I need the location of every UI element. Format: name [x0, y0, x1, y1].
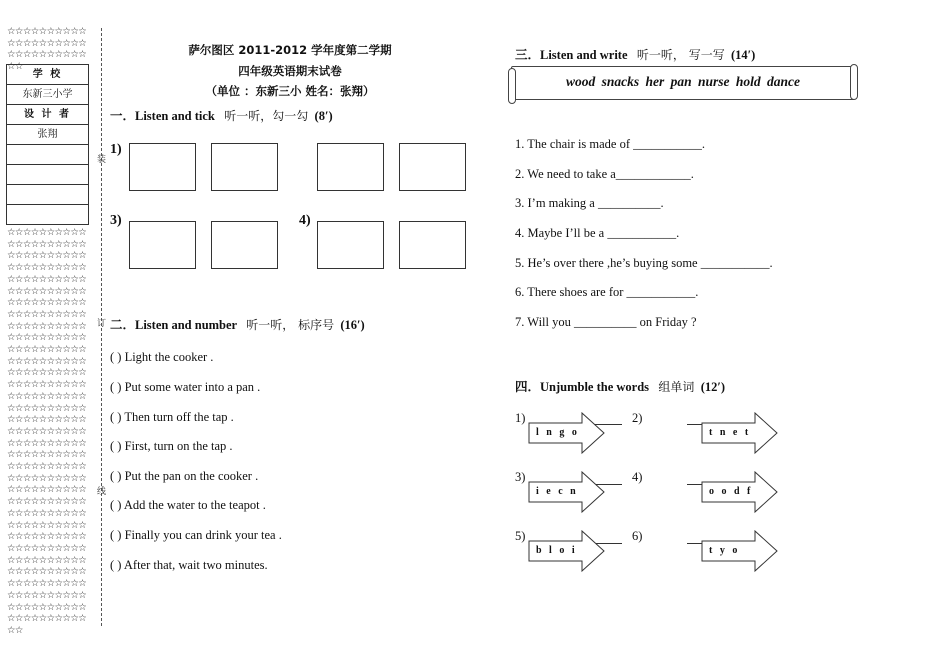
unjumble-label: 2) [632, 411, 643, 425]
unjumble-label: 4) [632, 470, 643, 484]
section1-cn: 听一听，勾一勾 [224, 109, 309, 123]
order-item[interactable]: ( ) Put some water into a pan . [110, 380, 261, 394]
order-item[interactable]: ( ) Add the water to the teapot . [110, 498, 266, 512]
blank-row [7, 185, 88, 205]
jumbled-letters: o o d f [709, 486, 752, 497]
section1-heading [110, 106, 333, 124]
unjumble-label: 1) [515, 411, 526, 425]
unjumble-label: 3) [515, 470, 526, 484]
jumbled-letters: b l o i [536, 545, 576, 556]
word-bank-scroll [511, 66, 855, 100]
blank-row [7, 205, 88, 224]
picture-box[interactable] [211, 143, 278, 191]
decorative-stars-bottom: ☆☆☆☆☆☆☆☆☆☆☆☆☆☆☆☆☆☆☆☆☆☆☆☆☆☆☆☆☆☆☆☆☆☆☆☆☆☆☆☆☆☆☆☆☆☆☆☆☆☆☆☆☆☆☆☆☆☆☆☆☆☆☆☆☆☆☆☆☆☆☆☆☆☆☆☆☆☆☆☆☆☆☆☆☆☆☆☆☆☆☆☆☆☆☆☆☆☆☆☆☆☆☆☆☆☆☆☆☆☆☆☆☆☆☆☆☆☆☆☆☆☆☆☆☆☆☆☆☆☆☆☆☆☆☆☆☆☆☆☆☆☆☆☆☆☆☆☆☆☆☆☆☆☆☆☆☆☆☆☆☆☆☆☆☆☆☆☆☆☆☆☆☆☆☆☆☆☆☆☆☆☆☆☆☆☆☆☆☆☆☆☆☆☆☆☆☆☆☆☆☆☆☆☆☆☆☆☆☆☆☆☆☆☆☆☆☆☆☆☆☆☆☆☆☆☆☆☆☆☆☆☆☆☆☆☆☆☆☆☆☆☆☆☆☆☆☆☆☆☆☆☆☆☆☆☆☆☆☆☆☆☆☆☆☆☆☆☆☆☆☆☆☆☆☆☆☆☆☆☆☆☆☆☆☆☆☆☆☆☆☆☆☆☆☆☆☆☆☆☆☆☆☆☆☆☆☆☆☆☆☆☆☆☆☆☆☆☆☆☆☆☆☆☆☆☆☆☆☆☆☆☆☆☆☆☆☆☆☆☆☆☆ [7, 227, 87, 636]
section4-cn: 组单词 [658, 380, 695, 394]
section3-heading [515, 45, 755, 63]
exam-unit: （单位 ：东新三小 姓名：张翔） [205, 84, 375, 98]
fill-blank-item[interactable]: 6. There shoes are for ___________. [515, 285, 699, 299]
section2-title: 二．Listen and number [110, 318, 237, 332]
arrow-shape [701, 530, 781, 574]
section3-cn: 听一听， 写一写 [636, 48, 725, 62]
arrow-shape [701, 471, 781, 515]
picture-box[interactable] [129, 143, 196, 191]
order-item[interactable]: ( ) Finally you can drink your tea . [110, 528, 282, 542]
order-item[interactable]: ( ) Light the cooker . [110, 350, 214, 364]
order-item[interactable]: ( ) Put the pan on the cooker . [110, 469, 259, 483]
fill-blank-item[interactable]: 4. Maybe I’ll be a ___________. [515, 226, 680, 240]
unjumble-label: 5) [515, 529, 526, 543]
section2-cn: 听一听， 标序号 [246, 318, 335, 332]
order-item[interactable]: ( ) After that, wait two minutes. [110, 558, 268, 572]
decorative-stars-top: ☆☆☆☆☆☆☆☆☆☆☆☆☆☆☆☆☆☆☆☆☆☆☆☆☆☆☆☆☆☆☆☆ [7, 26, 87, 73]
section4-score: (12′) [700, 380, 726, 394]
section2-score: (16′) [340, 318, 365, 332]
blank-row [7, 165, 88, 185]
row-label: 4) [299, 213, 311, 228]
jumbled-letters: i e c n [536, 486, 577, 497]
binding-label: 线 [97, 487, 107, 497]
arrow-shape [701, 412, 781, 456]
info-box [6, 64, 89, 225]
section1-title: 一．Listen and tick [110, 109, 215, 123]
arrow-shape [528, 530, 608, 574]
school-value: 东新三小学 [7, 85, 88, 105]
picture-box[interactable] [317, 221, 384, 269]
section2-heading [110, 315, 365, 333]
fill-blank-item[interactable]: 5. He’s over there ,he’s buying some ___________. [515, 256, 773, 270]
jumbled-letters: l n g o [536, 427, 578, 438]
exam-title: 萨尔图区 2011-2012 学年度第二学期 [188, 43, 392, 57]
jumbled-letters: t n e t [709, 427, 750, 438]
binding-label: 装 [97, 155, 107, 165]
word-bank: wood snacks her pan nurse hold dance [565, 74, 801, 89]
designer-value: 张翔 [7, 125, 88, 145]
fill-blank-item[interactable]: 1. The chair is made of ___________. [515, 137, 706, 151]
picture-box[interactable] [399, 143, 466, 191]
binding-label: 订 [97, 319, 107, 329]
unjumble-label: 6) [632, 529, 643, 543]
arrow-shape [528, 471, 608, 515]
arrow-shape [528, 412, 608, 456]
row-label: 1) [110, 142, 122, 157]
exam-subtitle: 四年级英语期末试卷 [238, 64, 342, 78]
row-label: 3) [110, 213, 122, 228]
section4-heading [515, 377, 725, 395]
section1-score: (8′) [314, 109, 333, 123]
designer-label: 设 计 者 [7, 105, 88, 125]
school-label: 学 校 [7, 65, 88, 85]
picture-box[interactable] [399, 221, 466, 269]
fill-blank-item[interactable]: 7. Will you __________ on Friday ? [515, 315, 697, 329]
section3-title: 三．Listen and write [515, 48, 628, 62]
fill-blank-item[interactable]: 3. I’m making a __________. [515, 196, 664, 210]
jumbled-letters: t y o [709, 545, 739, 556]
section3-score: (14′) [730, 48, 756, 62]
order-item[interactable]: ( ) First, turn on the tap . [110, 439, 233, 453]
fill-blank-item[interactable]: 2. We need to take a____________. [515, 167, 694, 181]
blank-row [7, 145, 88, 165]
section4-title: 四．Unjumble the words [515, 380, 650, 394]
picture-box[interactable] [211, 221, 278, 269]
picture-box[interactable] [129, 221, 196, 269]
order-item[interactable]: ( ) Then turn off the tap . [110, 410, 234, 424]
picture-box[interactable] [317, 143, 384, 191]
